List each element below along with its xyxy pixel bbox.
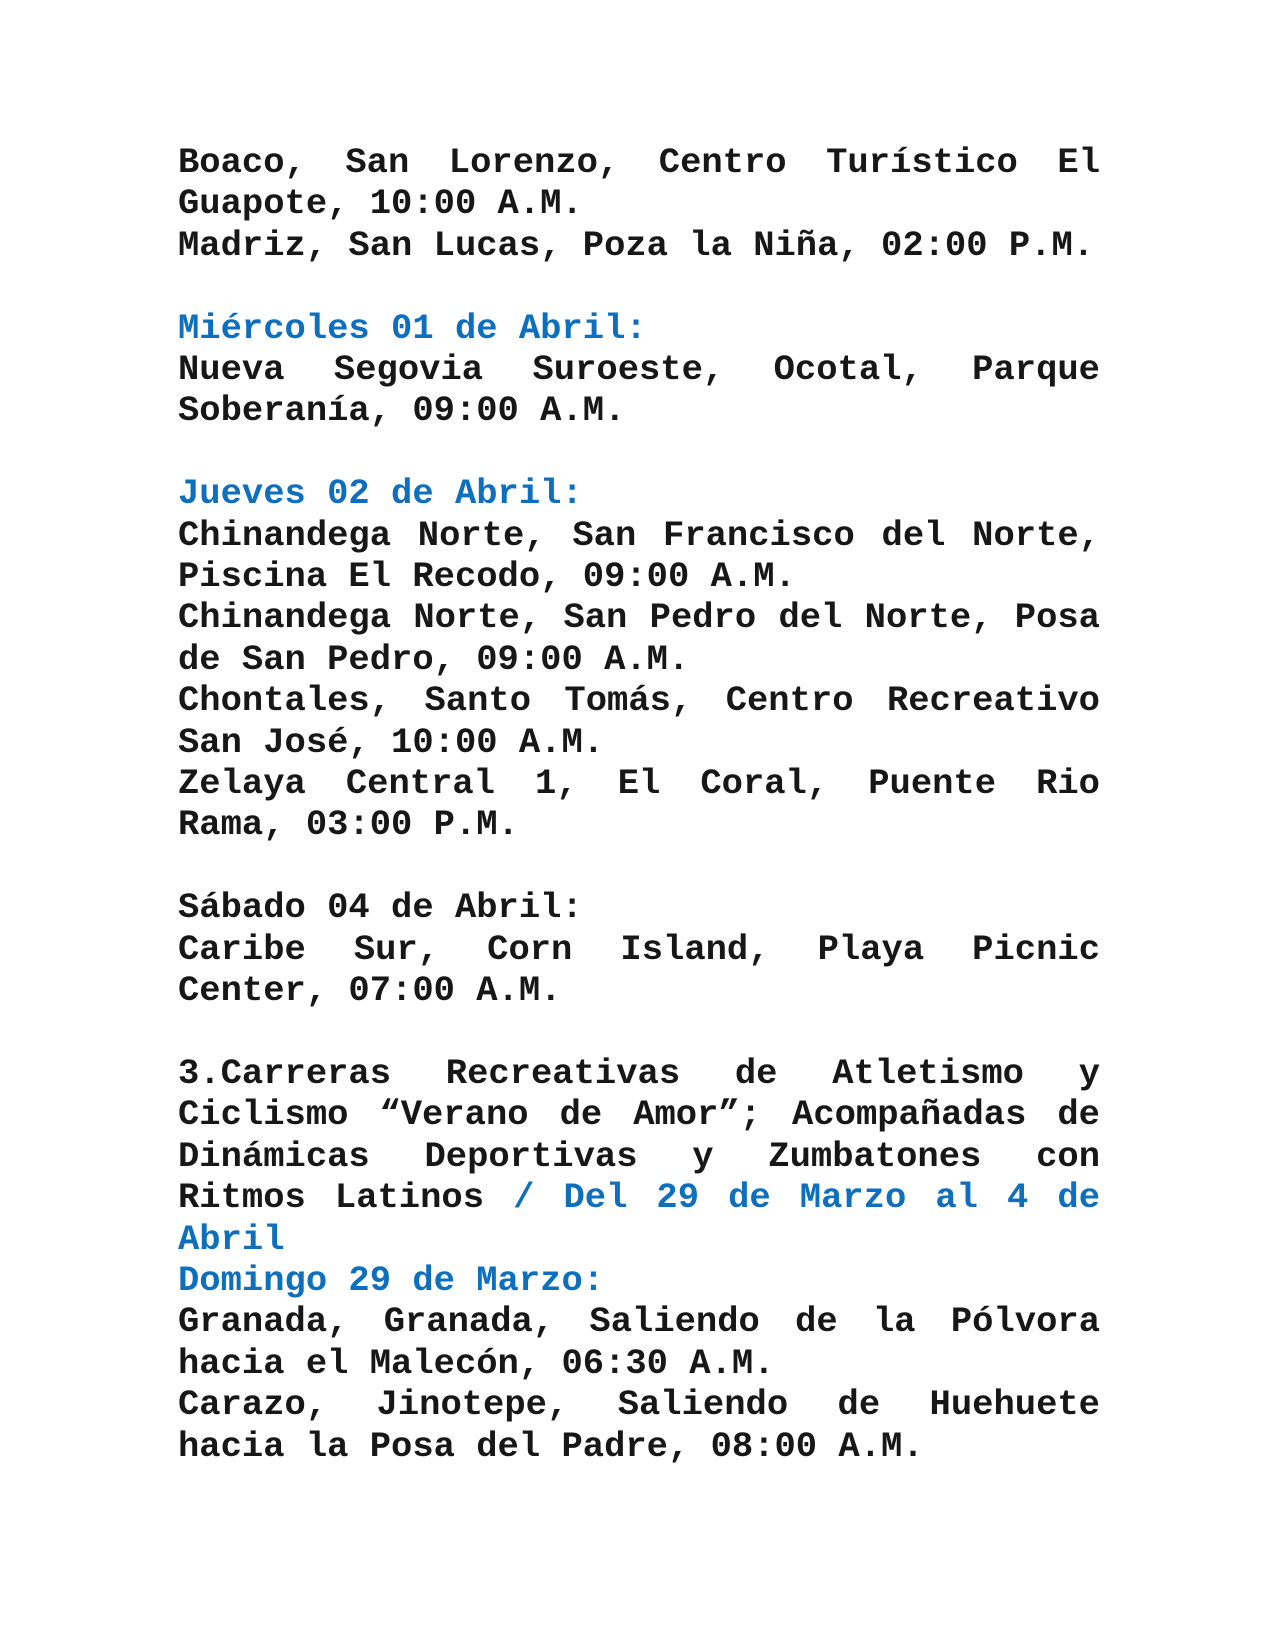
section-date-range: / Del 29 de Marzo al 4 de bbox=[513, 1177, 1101, 1219]
schedule-line: Chontales, Santo Tomás, Centro Recreativo bbox=[178, 680, 1100, 722]
schedule-line: Rama, 03:00 P.M. bbox=[178, 804, 519, 846]
spacer-line bbox=[178, 846, 1100, 887]
section-title-line bbox=[178, 1177, 1100, 1218]
schedule-line: Madriz, San Lucas, Poza la Niña, 02:00 P.M. bbox=[178, 224, 1095, 266]
section-date-range-continued: Abril bbox=[178, 1218, 285, 1260]
document-text-block bbox=[178, 142, 1100, 1467]
section-title-line: Ciclismo “Verano de Amor”; Acompañadas de bbox=[178, 1094, 1100, 1136]
spacer-line bbox=[178, 432, 1100, 473]
schedule-line: de San Pedro, 09:00 A.M. bbox=[178, 638, 690, 680]
schedule-line: Piscina El Recodo, 09:00 A.M. bbox=[178, 556, 796, 598]
schedule-line: hacia el Malecón, 06:30 A.M. bbox=[178, 1342, 775, 1384]
schedule-line: Nueva Segovia Suroeste, Ocotal, Parque bbox=[178, 349, 1100, 391]
schedule-line: Caribe Sur, Corn Island, Playa Picnic bbox=[178, 928, 1100, 970]
schedule-line: hacia la Posa del Padre, 08:00 A.M. bbox=[178, 1425, 924, 1467]
schedule-line: San José, 10:00 A.M. bbox=[178, 721, 605, 763]
spacer-line bbox=[178, 266, 1100, 307]
date-heading: Jueves 02 de Abril: bbox=[178, 473, 583, 515]
schedule-line: Granada, Granada, Saliendo de la Pólvora bbox=[178, 1301, 1100, 1343]
schedule-line: Center, 07:00 A.M. bbox=[178, 970, 562, 1012]
schedule-line: Guapote, 10:00 A.M. bbox=[178, 183, 583, 225]
schedule-line: Soberanía, 09:00 A.M. bbox=[178, 390, 626, 432]
section-title-line: Dinámicas Deportivas y Zumbatones con bbox=[178, 1135, 1100, 1177]
schedule-line: Chinandega Norte, San Francisco del Norte, bbox=[178, 514, 1100, 556]
date-heading: Sábado 04 de Abril: bbox=[178, 887, 583, 929]
section-title-line: 3.Carreras Recreativas de Atletismo y bbox=[178, 1052, 1100, 1094]
section-title-black-part: Ritmos Latinos bbox=[178, 1177, 485, 1219]
spacer-line bbox=[178, 1011, 1100, 1052]
schedule-line: Boaco, San Lorenzo, Centro Turístico El bbox=[178, 142, 1100, 183]
date-heading: Domingo 29 de Marzo: bbox=[178, 1259, 605, 1301]
date-heading: Miércoles 01 de Abril: bbox=[178, 307, 647, 349]
schedule-line: Zelaya Central 1, El Coral, Puente Rio bbox=[178, 763, 1100, 805]
schedule-line: Carazo, Jinotepe, Saliendo de Huehuete bbox=[178, 1384, 1100, 1426]
schedule-line: Chinandega Norte, San Pedro del Norte, Posa bbox=[178, 597, 1100, 639]
